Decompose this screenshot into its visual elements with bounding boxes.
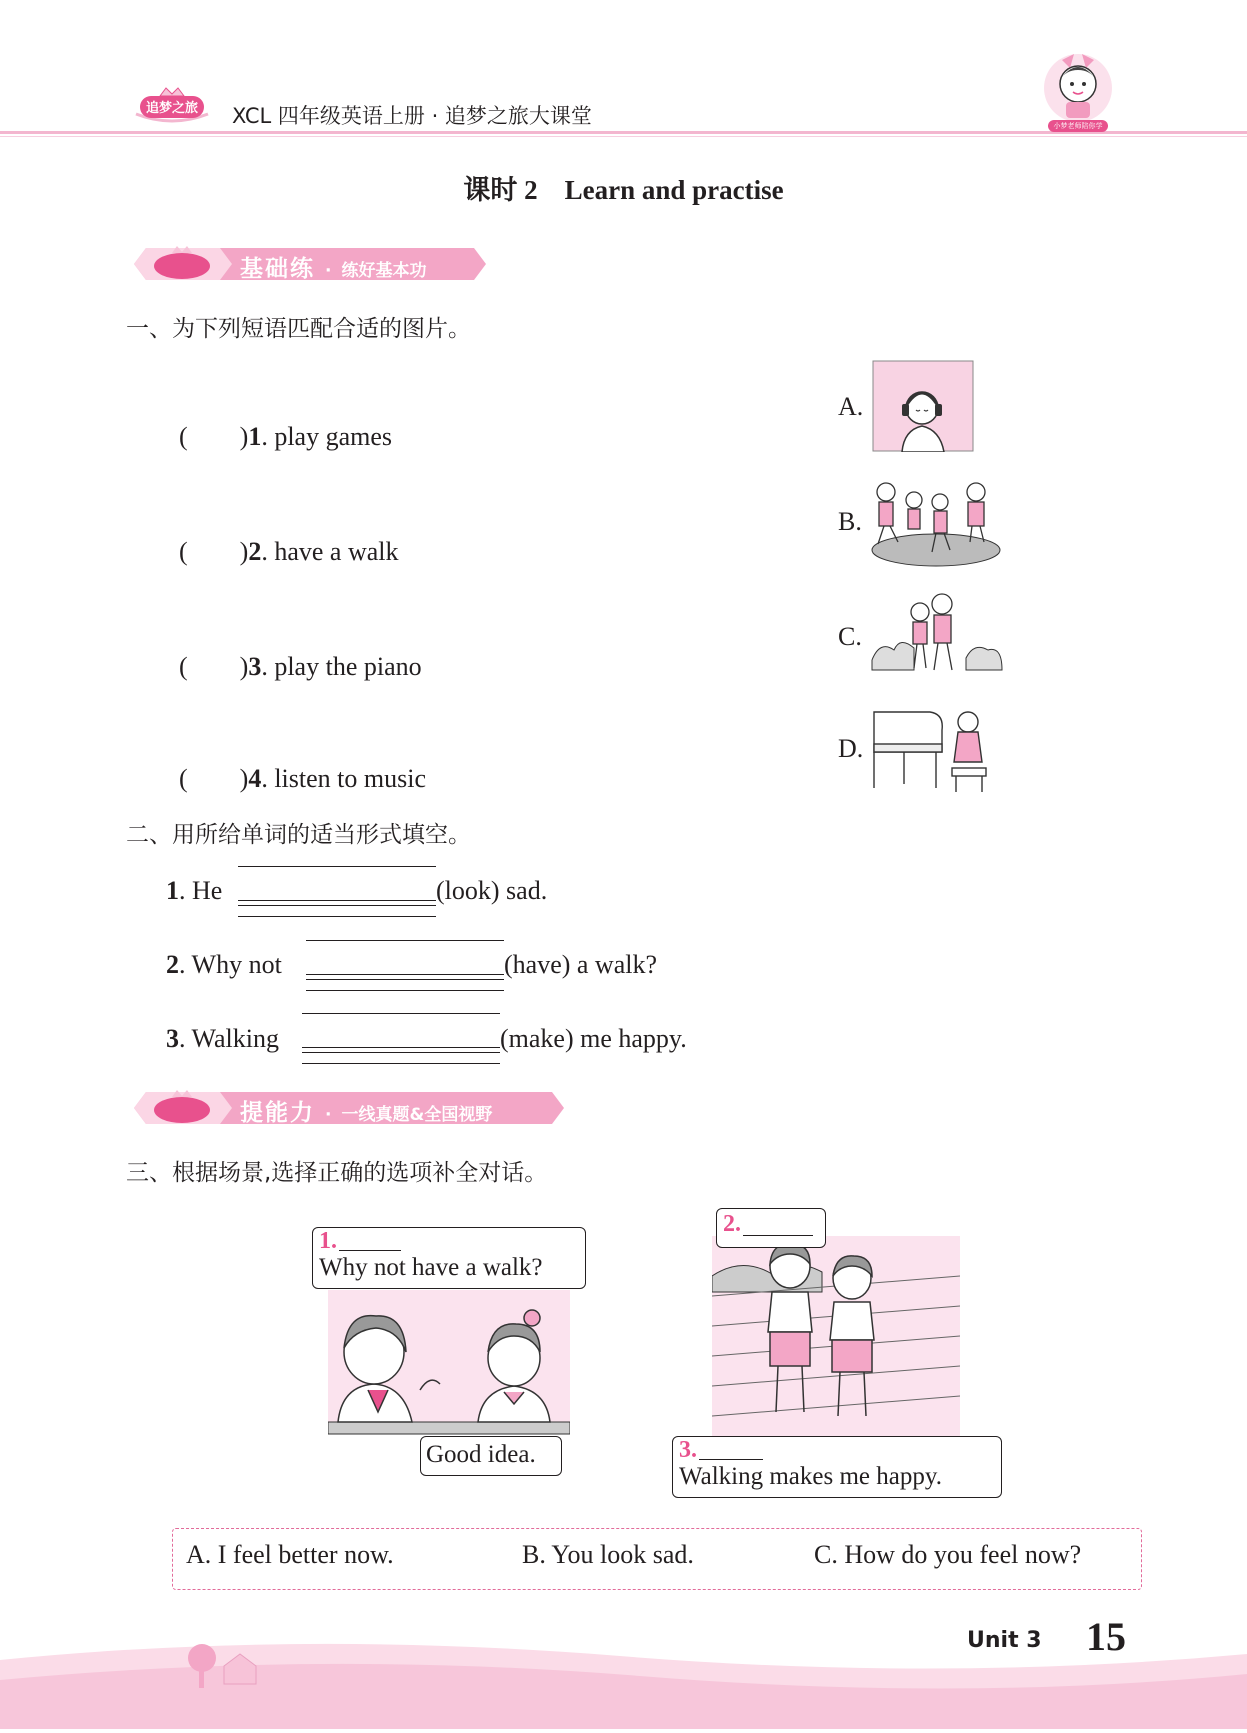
writing-line[interactable] — [306, 990, 504, 991]
header-title: XCL 四年级英语上册 · 追梦之旅大课堂 — [232, 104, 592, 128]
option-c: C. How do you feel now? — [814, 1540, 1082, 1569]
option-letter-d: D. — [838, 734, 864, 763]
option-letter-a: A. — [838, 392, 864, 421]
blank-number: 2. — [723, 1211, 741, 1237]
match-item-3 — [166, 622, 422, 682]
answer-paren[interactable]: ( ) — [179, 652, 249, 681]
banner-sub: 一线真题&全国视野 — [341, 1105, 493, 1125]
fill-item-3-after: (make) me happy. — [500, 1024, 687, 1053]
item-text: . Walking — [179, 1024, 279, 1053]
unit-label: Unit 3 — [967, 1628, 1042, 1653]
section-banner-basic — [124, 244, 488, 284]
writing-line[interactable] — [238, 900, 436, 901]
item-number: 4 — [248, 764, 262, 793]
answer-blank[interactable] — [743, 1235, 813, 1236]
item-number: 1 — [166, 876, 179, 905]
writing-line[interactable] — [306, 940, 504, 941]
header-rule-thin — [0, 136, 1247, 137]
bubble-text: Why not have a walk? — [319, 1254, 543, 1281]
answer-blank[interactable] — [339, 1250, 401, 1251]
item-text: . listen to music — [261, 764, 426, 793]
item-number: 2 — [166, 950, 179, 979]
speech-bubble-2 — [716, 1208, 826, 1248]
item-number: 3 — [166, 1024, 179, 1053]
picture-a-listen-music — [872, 360, 974, 452]
section2-title: 二、用所给单词的适当形式填空。 — [126, 822, 471, 848]
writing-line[interactable] — [238, 905, 436, 906]
fill-item-2-before — [166, 950, 282, 980]
writing-line[interactable] — [238, 916, 436, 917]
lesson-title: 课时 2 Learn and practise — [463, 175, 784, 205]
scene2-illustration — [712, 1236, 960, 1436]
fill-item-1-before — [166, 876, 222, 906]
fill-item-1-after: (look) sad. — [436, 876, 548, 905]
answer-paren[interactable]: ( ) — [179, 764, 249, 793]
picture-b-play-games — [870, 476, 1002, 568]
section1-title: 一、为下列短语匹配合适的图片。 — [126, 316, 471, 342]
item-number: 1 — [248, 422, 262, 451]
mascot-image — [1040, 46, 1116, 136]
option-a: A. I feel better now. — [186, 1540, 394, 1569]
bubble-text: Good idea. — [426, 1441, 536, 1468]
item-text: . He — [179, 876, 223, 905]
fill-item-2-after: (have) a walk? — [504, 950, 658, 979]
banner-sep: · — [325, 261, 332, 281]
writing-line[interactable] — [302, 1013, 500, 1014]
picture-c-have-walk — [870, 590, 1004, 682]
option-letter-c: C. — [838, 622, 862, 651]
writing-line[interactable] — [302, 1052, 500, 1053]
fill-item-3-before — [166, 1024, 279, 1054]
writing-line[interactable] — [306, 974, 504, 975]
option-b: B. You look sad. — [522, 1540, 694, 1569]
item-text: . have a walk — [261, 537, 399, 566]
header-logo — [126, 84, 218, 130]
blank-number: 3. — [679, 1437, 697, 1463]
writing-line[interactable] — [302, 1047, 500, 1048]
option-letter-b: B. — [838, 507, 862, 536]
speech-bubble-3 — [672, 1436, 1002, 1498]
section3-title: 三、根据场景,选择正确的选项补全对话。 — [126, 1160, 548, 1186]
banner-main: 基础练 — [240, 256, 315, 282]
banner-main: 提能力 — [240, 1100, 315, 1126]
item-text: . Why not — [179, 950, 282, 979]
mascot-caption: 小梦老师陪你学 — [1053, 122, 1103, 130]
item-text: . play the piano — [261, 652, 422, 681]
item-number: 3 — [248, 652, 262, 681]
match-item-1 — [166, 392, 392, 452]
page-number: 15 — [1086, 1614, 1126, 1659]
footer-decoration — [0, 1620, 1247, 1729]
answer-blank[interactable] — [699, 1459, 763, 1460]
answer-paren[interactable]: ( ) — [179, 537, 249, 566]
item-text: . play games — [261, 422, 393, 451]
speech-bubble-good-idea — [420, 1436, 562, 1476]
header-logo-text: 追梦之旅 — [146, 101, 199, 116]
writing-line[interactable] — [238, 866, 436, 867]
scene1-illustration — [328, 1290, 570, 1450]
answer-paren[interactable]: ( ) — [179, 422, 249, 451]
writing-line[interactable] — [306, 979, 504, 980]
writing-line[interactable] — [302, 1063, 500, 1064]
banner-sub: 练好基本功 — [341, 261, 427, 281]
bubble-text: Walking makes me happy. — [679, 1463, 942, 1490]
section-banner-advanced — [124, 1088, 566, 1128]
item-number: 2 — [248, 537, 262, 566]
speech-bubble-1 — [312, 1227, 586, 1289]
picture-d-play-piano — [870, 704, 996, 796]
match-item-2 — [166, 507, 399, 567]
banner-sep: · — [325, 1105, 332, 1125]
blank-number: 1. — [319, 1228, 337, 1254]
match-item-4 — [166, 734, 426, 794]
